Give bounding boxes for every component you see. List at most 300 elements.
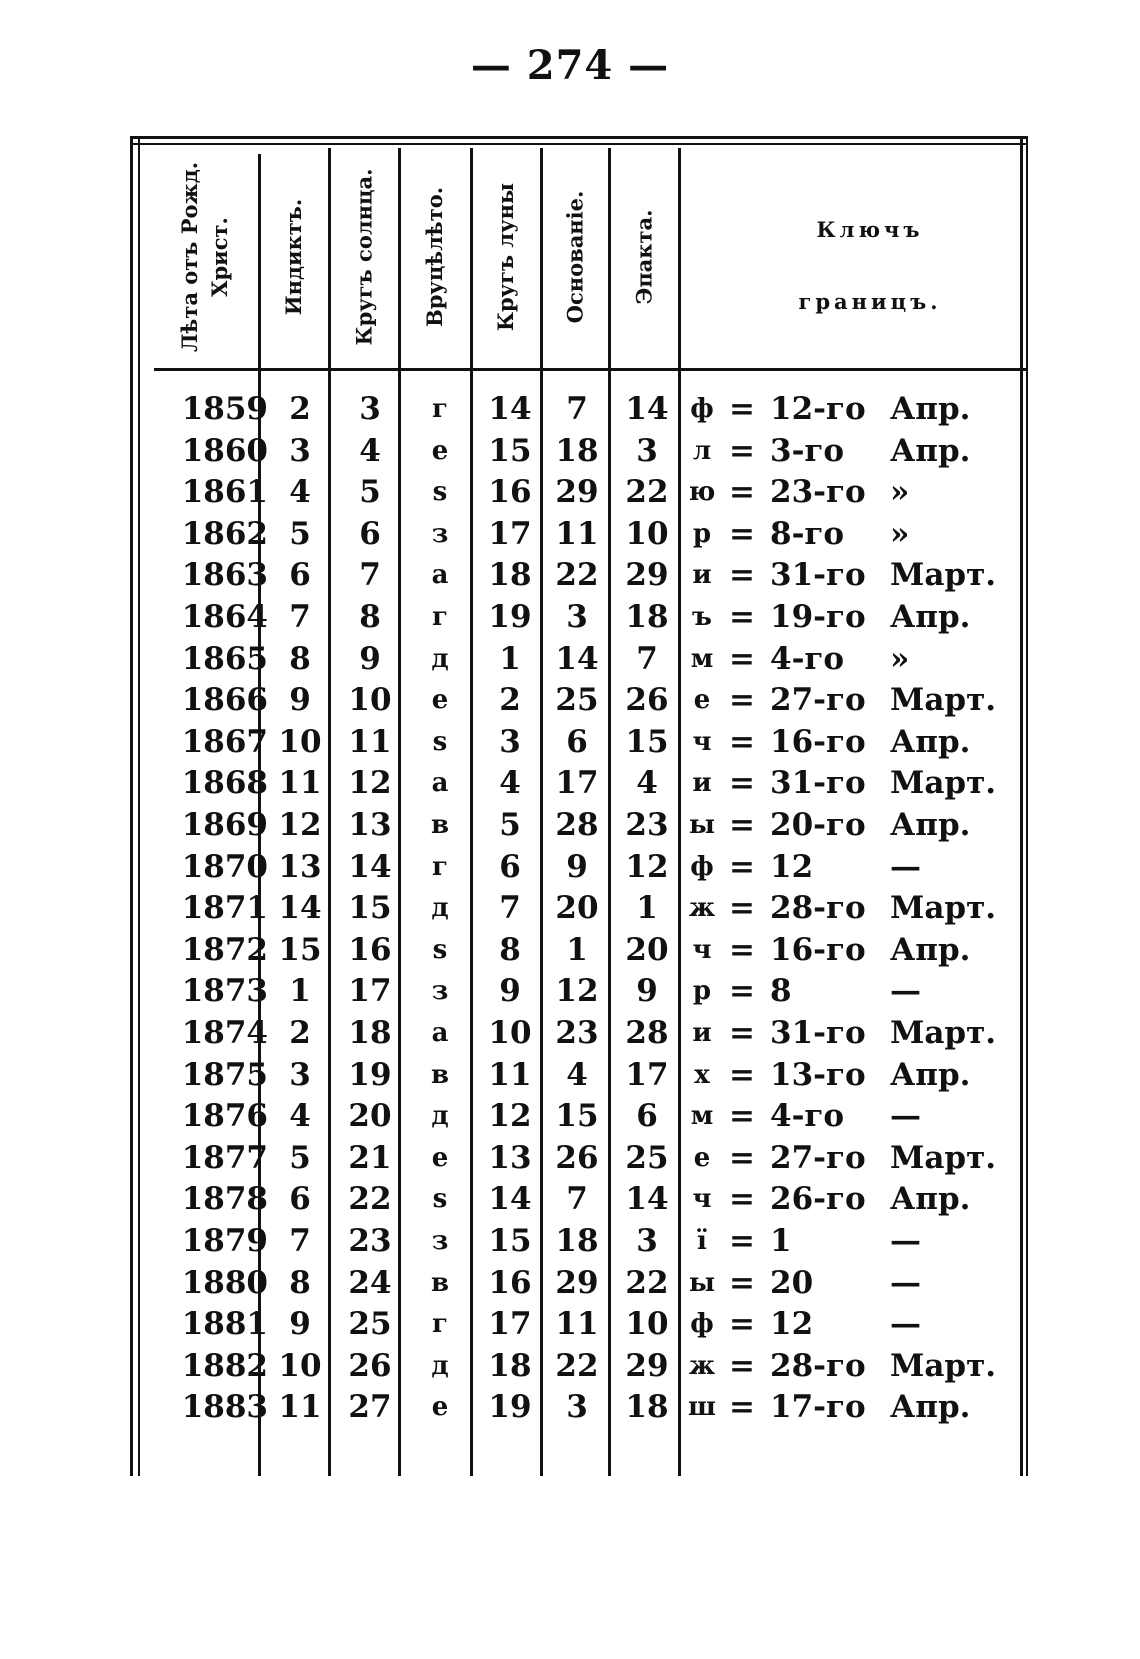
base-cell: 18: [555, 432, 599, 469]
key-equals-cell: =: [729, 1098, 755, 1135]
base-cell: 15: [555, 1098, 599, 1135]
base-cell: 14: [555, 640, 599, 677]
vrutseleto-cell: д: [431, 1350, 449, 1381]
key-month-cell: —: [890, 1264, 921, 1301]
indict-cell: 15: [278, 931, 322, 968]
epact-cell: 14: [625, 1181, 669, 1218]
header-indict-label: Индиктъ.: [281, 198, 307, 316]
base-cell: 22: [555, 1347, 599, 1384]
key-equals-cell: =: [729, 557, 755, 594]
key-equals-cell: =: [729, 1139, 755, 1176]
key-month-cell: »: [890, 474, 910, 511]
vrutseleto-cell: е: [431, 1142, 449, 1173]
key-equals-cell: =: [729, 807, 755, 843]
table-row: [130, 1303, 1028, 1346]
base-cell: 17: [555, 765, 599, 802]
sun-cycle-cell: 7: [359, 557, 381, 594]
sun-cycle-cell: 14: [348, 848, 392, 885]
key-day-cell: 19-го: [770, 599, 866, 635]
indict-cell: 1: [289, 973, 311, 1010]
indict-cell: 5: [289, 1139, 311, 1176]
year-cell: 1872: [181, 931, 268, 968]
table-row: [130, 1137, 1028, 1180]
year-cell: 1868: [181, 765, 268, 802]
moon-cycle-cell: 6: [499, 848, 521, 885]
base-cell: 12: [555, 973, 599, 1010]
base-cell: 20: [555, 890, 599, 927]
key-month-cell: Апр.: [890, 1389, 971, 1426]
key-equals-cell: =: [729, 515, 755, 552]
key-equals-cell: =: [729, 1389, 755, 1426]
vrutseleto-cell: е: [431, 435, 449, 466]
indict-cell: 9: [289, 682, 311, 719]
moon-cycle-cell: 2: [499, 682, 521, 719]
key-letter-cell: и: [692, 768, 712, 799]
indict-cell: 10: [278, 723, 322, 760]
vrutseleto-cell: а: [431, 560, 449, 591]
vrutseleto-cell: s: [432, 477, 448, 508]
key-letter-cell: ы: [688, 1267, 716, 1298]
epact-cell: 1: [636, 890, 658, 927]
key-day-cell: 12-го: [770, 391, 866, 427]
key-letter-cell: е: [693, 1142, 711, 1173]
base-cell: 26: [555, 1139, 599, 1176]
key-letter-cell: м: [690, 643, 714, 674]
key-month-cell: —: [890, 1306, 921, 1343]
key-equals-cell: =: [729, 1347, 755, 1384]
key-letter-cell: и: [692, 1018, 712, 1048]
vrutseleto-cell: в: [430, 1267, 450, 1298]
epact-cell: 25: [625, 1139, 669, 1176]
year-cell: 1859: [181, 391, 268, 427]
table-row: [130, 721, 1028, 764]
key-letter-cell: ж: [688, 1350, 716, 1381]
key-day-cell: 12: [770, 848, 814, 885]
key-equals-cell: =: [729, 1264, 755, 1301]
indict-cell: 8: [289, 640, 311, 677]
sun-cycle-cell: 12: [348, 765, 392, 802]
year-cell: 1863: [181, 557, 268, 594]
key-equals-cell: =: [729, 1181, 755, 1218]
table-header: [130, 136, 1028, 366]
vrutseleto-cell: г: [432, 394, 448, 424]
sun-cycle-cell: 5: [359, 474, 381, 511]
header-moon-cycle-label: Кругъ луны: [493, 182, 519, 332]
year-cell: 1879: [181, 1223, 268, 1259]
epact-cell: 23: [625, 807, 669, 843]
indict-cell: 4: [289, 1098, 311, 1135]
moon-cycle-cell: 8: [499, 931, 521, 968]
key-day-cell: 8-го: [770, 515, 845, 552]
epact-cell: 18: [625, 1389, 669, 1426]
key-letter-cell: ш: [688, 1392, 716, 1423]
sun-cycle-cell: 27: [348, 1389, 392, 1426]
key-month-cell: Март.: [890, 1139, 997, 1176]
epact-cell: 22: [625, 474, 669, 511]
key-month-cell: Апр.: [890, 1181, 971, 1218]
moon-cycle-cell: 15: [488, 432, 532, 469]
indict-cell: 9: [289, 1306, 311, 1343]
key-month-cell: Март.: [890, 1347, 997, 1384]
table-row: [130, 471, 1028, 514]
table-row: [130, 762, 1028, 805]
moon-cycle-cell: 18: [488, 557, 532, 594]
key-letter-cell: ф: [690, 1309, 714, 1340]
key-day-cell: 27-го: [770, 1139, 866, 1176]
moon-cycle-cell: 13: [488, 1139, 532, 1176]
epact-cell: 18: [625, 599, 669, 635]
key-equals-cell: =: [729, 1056, 755, 1093]
key-month-cell: Март.: [890, 557, 997, 594]
header-year: [152, 152, 258, 362]
key-equals-cell: =: [729, 1015, 755, 1051]
key-equals-cell: =: [729, 432, 755, 469]
moon-cycle-cell: 19: [488, 599, 532, 635]
base-cell: 22: [555, 557, 599, 594]
key-day-cell: 4-го: [770, 640, 845, 677]
vrutseleto-cell: а: [431, 768, 449, 799]
epact-cell: 7: [636, 640, 658, 677]
year-cell: 1865: [181, 640, 268, 677]
epact-cell: 29: [625, 1347, 669, 1384]
key-letter-cell: е: [693, 685, 711, 716]
indict-cell: 14: [278, 890, 322, 927]
key-letter-cell: ы: [688, 810, 716, 840]
epact-cell: 10: [625, 1306, 669, 1343]
table-row: [130, 430, 1028, 473]
key-equals-cell: =: [729, 973, 755, 1010]
sun-cycle-cell: 24: [348, 1264, 392, 1301]
table-row: [130, 970, 1028, 1013]
key-month-cell: Март.: [890, 682, 997, 719]
sun-cycle-cell: 4: [359, 432, 381, 469]
base-cell: 6: [566, 723, 588, 760]
vrutseleto-cell: г: [432, 1309, 448, 1340]
moon-cycle-cell: 7: [499, 890, 521, 927]
base-cell: 7: [566, 391, 588, 427]
base-cell: 29: [555, 1264, 599, 1301]
header-sun-cycle-label: Кругъ солнца.: [351, 168, 377, 346]
table-row: [130, 388, 1028, 431]
epact-cell: 22: [625, 1264, 669, 1301]
sun-cycle-cell: 9: [359, 640, 381, 677]
sun-cycle-cell: 17: [348, 973, 392, 1010]
sun-cycle-cell: 11: [348, 723, 392, 760]
sun-cycle-cell: 3: [359, 391, 381, 427]
indict-cell: 7: [289, 599, 311, 635]
year-cell: 1866: [181, 682, 268, 719]
key-day-cell: 28-го: [770, 890, 866, 927]
epact-cell: 15: [625, 723, 669, 760]
sun-cycle-cell: 21: [348, 1139, 392, 1176]
header-key: [720, 194, 1020, 338]
key-day-cell: 16-го: [770, 931, 866, 968]
key-day-cell: 13-го: [770, 1056, 866, 1093]
year-cell: 1870: [181, 848, 268, 885]
sun-cycle-cell: 25: [348, 1306, 392, 1343]
moon-cycle-cell: 9: [499, 973, 521, 1010]
vrutseleto-cell: в: [430, 810, 450, 840]
key-letter-cell: ч: [692, 1184, 712, 1215]
table-row: [130, 846, 1028, 889]
vrutseleto-cell: д: [431, 1101, 449, 1132]
base-cell: 4: [566, 1056, 588, 1093]
moon-cycle-cell: 16: [488, 474, 532, 511]
key-day-cell: 4-го: [770, 1098, 845, 1135]
key-month-cell: Апр.: [890, 391, 971, 427]
key-equals-cell: =: [729, 1306, 755, 1343]
key-letter-cell: р: [692, 976, 712, 1007]
key-day-cell: 27-го: [770, 682, 866, 719]
vrutseleto-cell: г: [432, 602, 448, 632]
key-day-cell: 23-го: [770, 474, 866, 511]
epact-cell: 9: [636, 973, 658, 1010]
header-year-line1: Лѣта отъ Рожд.: [177, 161, 203, 353]
key-day-cell: 16-го: [770, 723, 866, 760]
moon-cycle-cell: 10: [488, 1015, 532, 1051]
vrutseleto-cell: е: [431, 1392, 449, 1423]
vrutseleto-cell: г: [432, 851, 448, 882]
year-cell: 1869: [181, 807, 268, 843]
key-month-cell: —: [890, 1223, 921, 1259]
header-indict: [260, 152, 328, 362]
table-row: [130, 679, 1028, 722]
sun-cycle-cell: 26: [348, 1347, 392, 1384]
key-month-cell: Апр.: [890, 1056, 971, 1093]
vrutseleto-cell: s: [432, 934, 448, 965]
indict-cell: 6: [289, 557, 311, 594]
year-cell: 1880: [181, 1264, 268, 1301]
key-month-cell: »: [890, 640, 910, 677]
vrutseleto-cell: а: [431, 1018, 449, 1048]
indict-cell: 7: [289, 1223, 311, 1259]
table-row: [130, 1178, 1028, 1221]
base-cell: 9: [566, 848, 588, 885]
year-cell: 1883: [181, 1389, 268, 1426]
key-month-cell: —: [890, 1098, 921, 1135]
base-cell: 23: [555, 1015, 599, 1051]
table-row: [130, 596, 1028, 639]
table-row: [130, 1220, 1028, 1263]
indict-cell: 5: [289, 515, 311, 552]
base-cell: 11: [555, 515, 599, 552]
moon-cycle-cell: 18: [488, 1347, 532, 1384]
indict-cell: 8: [289, 1264, 311, 1301]
moon-cycle-cell: 5: [499, 807, 521, 843]
epact-cell: 14: [625, 391, 669, 427]
sun-cycle-cell: 16: [348, 931, 392, 968]
key-day-cell: 31-го: [770, 765, 866, 802]
key-equals-cell: =: [729, 682, 755, 719]
year-cell: 1878: [181, 1181, 268, 1218]
key-day-cell: 1: [770, 1223, 792, 1259]
vrutseleto-cell: з: [431, 1226, 449, 1256]
key-letter-cell: ч: [692, 934, 712, 965]
epact-cell: 6: [636, 1098, 658, 1135]
vrutseleto-cell: в: [430, 1059, 450, 1090]
epact-cell: 28: [625, 1015, 669, 1051]
table-row: [130, 1386, 1028, 1429]
key-month-cell: Апр.: [890, 723, 971, 760]
year-cell: 1873: [181, 973, 268, 1010]
key-month-cell: Апр.: [890, 931, 971, 968]
indict-cell: 11: [278, 765, 322, 802]
moon-cycle-cell: 16: [488, 1264, 532, 1301]
key-equals-cell: =: [729, 1223, 755, 1259]
year-cell: 1876: [181, 1098, 268, 1135]
key-letter-cell: х: [694, 1059, 710, 1090]
moon-cycle-cell: 15: [488, 1223, 532, 1259]
indict-cell: 6: [289, 1181, 311, 1218]
key-day-cell: 20-го: [770, 807, 866, 843]
indict-cell: 3: [289, 432, 311, 469]
key-month-cell: Апр.: [890, 432, 971, 469]
table-row: [130, 1012, 1028, 1055]
table-row: [130, 554, 1028, 597]
base-cell: 28: [555, 807, 599, 843]
year-cell: 1881: [181, 1306, 268, 1343]
key-letter-cell: ї: [697, 1226, 707, 1256]
indict-cell: 2: [289, 391, 311, 427]
key-equals-cell: =: [729, 723, 755, 760]
header-rule: [154, 368, 1026, 371]
sun-cycle-cell: 20: [348, 1098, 392, 1135]
vrutseleto-cell: з: [431, 518, 449, 549]
year-cell: 1861: [181, 474, 268, 511]
sun-cycle-cell: 22: [348, 1181, 392, 1218]
epact-cell: 3: [636, 1223, 658, 1259]
base-cell: 18: [555, 1223, 599, 1259]
base-cell: 11: [555, 1306, 599, 1343]
base-cell: 3: [566, 1389, 588, 1426]
sun-cycle-cell: 10: [348, 682, 392, 719]
calendar-table: [130, 136, 1028, 1476]
header-vrutseleto: [400, 152, 470, 362]
vrutseleto-cell: д: [431, 643, 449, 674]
header-base-label: Основаніе.: [562, 190, 587, 324]
key-month-cell: Апр.: [890, 599, 971, 635]
key-day-cell: 31-го: [770, 1015, 866, 1051]
table-row: [130, 513, 1028, 556]
moon-cycle-cell: 17: [488, 1306, 532, 1343]
table-row: [130, 1054, 1028, 1097]
header-epact: [610, 152, 678, 362]
key-day-cell: 20: [770, 1264, 814, 1301]
year-cell: 1871: [181, 890, 268, 927]
header-key-line2: границъ.: [798, 289, 942, 314]
key-equals-cell: =: [729, 890, 755, 927]
key-day-cell: 31-го: [770, 557, 866, 594]
year-cell: 1882: [181, 1347, 268, 1384]
key-month-cell: —: [890, 973, 921, 1010]
page-number: — 274 —: [470, 42, 670, 89]
vrutseleto-cell: s: [432, 726, 448, 757]
key-letter-cell: ф: [690, 851, 714, 882]
key-day-cell: 3-го: [770, 432, 845, 469]
epact-cell: 12: [625, 848, 669, 885]
moon-cycle-cell: 3: [499, 723, 521, 760]
moon-cycle-cell: 14: [488, 391, 532, 427]
key-letter-cell: ю: [688, 477, 716, 508]
key-equals-cell: =: [729, 640, 755, 677]
table-row: [130, 804, 1028, 847]
sun-cycle-cell: 13: [348, 807, 392, 843]
key-equals-cell: =: [729, 848, 755, 885]
base-cell: 1: [566, 931, 588, 968]
table-row: [130, 1345, 1028, 1388]
key-letter-cell: и: [692, 560, 712, 591]
moon-cycle-cell: 14: [488, 1181, 532, 1218]
indict-cell: 11: [278, 1389, 322, 1426]
key-equals-cell: =: [729, 599, 755, 635]
epact-cell: 29: [625, 557, 669, 594]
indict-cell: 12: [278, 807, 322, 843]
year-cell: 1875: [181, 1056, 268, 1093]
sun-cycle-cell: 15: [348, 890, 392, 927]
header-epact-label: Эпакта.: [631, 209, 656, 305]
key-month-cell: Апр.: [890, 807, 971, 843]
key-day-cell: 28-го: [770, 1347, 866, 1384]
base-cell: 29: [555, 474, 599, 511]
year-cell: 1860: [181, 432, 268, 469]
sun-cycle-cell: 19: [348, 1056, 392, 1093]
indict-cell: 4: [289, 474, 311, 511]
moon-cycle-cell: 4: [499, 765, 521, 802]
key-letter-cell: ж: [688, 893, 716, 924]
key-equals-cell: =: [729, 474, 755, 511]
key-day-cell: 12: [770, 1306, 814, 1343]
key-letter-cell: р: [692, 518, 712, 549]
moon-cycle-cell: 1: [499, 640, 521, 677]
key-equals-cell: =: [729, 765, 755, 802]
key-day-cell: 26-го: [770, 1181, 866, 1218]
header-moon-cycle: [472, 152, 540, 362]
header-year-line2: Христ.: [207, 217, 233, 297]
epact-cell: 4: [636, 765, 658, 802]
sun-cycle-cell: 18: [348, 1015, 392, 1051]
header-key-line1: Ключъ: [816, 217, 924, 242]
epact-cell: 10: [625, 515, 669, 552]
key-equals-cell: =: [729, 391, 755, 427]
table-row: [130, 929, 1028, 972]
indict-cell: 3: [289, 1056, 311, 1093]
year-cell: 1874: [181, 1015, 268, 1051]
header-sun-cycle: [330, 152, 398, 362]
year-cell: 1877: [181, 1139, 268, 1176]
base-cell: 25: [555, 682, 599, 719]
moon-cycle-cell: 19: [488, 1389, 532, 1426]
base-cell: 7: [566, 1181, 588, 1218]
key-letter-cell: ъ: [692, 602, 712, 632]
key-letter-cell: м: [690, 1101, 714, 1132]
header-vrutseleto-label: Вруцѣлѣто.: [422, 186, 447, 328]
base-cell: 3: [566, 599, 588, 635]
key-letter-cell: ч: [692, 726, 712, 757]
table-row: [130, 638, 1028, 681]
indict-cell: 2: [289, 1015, 311, 1051]
table-row: [130, 1262, 1028, 1305]
year-cell: 1867: [181, 723, 268, 760]
sun-cycle-cell: 8: [359, 599, 381, 635]
indict-cell: 13: [278, 848, 322, 885]
vrutseleto-cell: з: [431, 976, 449, 1007]
key-month-cell: Март.: [890, 1015, 997, 1051]
key-month-cell: —: [890, 848, 921, 885]
epact-cell: 26: [625, 682, 669, 719]
year-cell: 1862: [181, 515, 268, 552]
vrutseleto-cell: е: [431, 685, 449, 716]
key-month-cell: Март.: [890, 890, 997, 927]
